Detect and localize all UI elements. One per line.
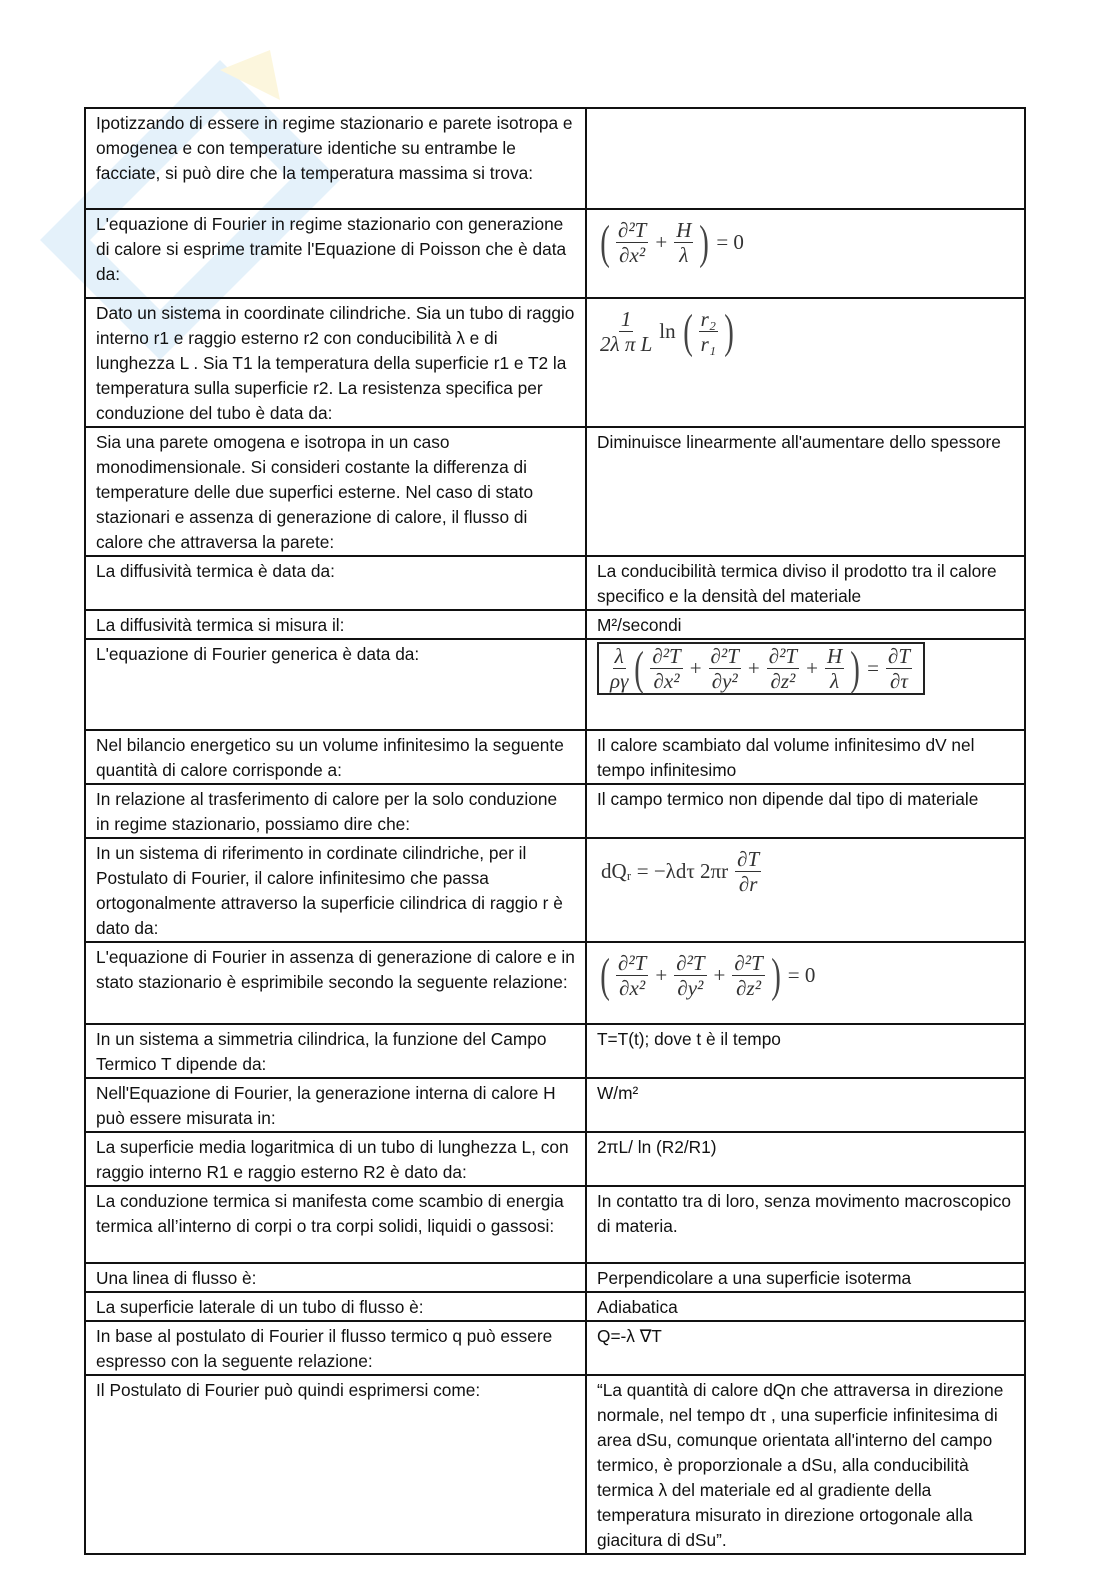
formula-term: = 0 <box>787 963 816 987</box>
answer-cell: Il campo termico non dipende dal tipo di materiale <box>586 784 1025 838</box>
answer-cell <box>586 639 1025 730</box>
fraction <box>709 644 741 693</box>
answer-cell <box>586 298 1025 427</box>
table-row <box>85 639 1025 730</box>
formula-term: + <box>806 656 818 680</box>
answer-cell: T=T(t); dove t è il tempo <box>586 1024 1025 1078</box>
answer-cell <box>586 942 1025 1024</box>
numerator: ∂²T <box>768 644 798 668</box>
table-row <box>85 1375 1025 1554</box>
answer-cell: Q=-λ ∇T <box>586 1321 1025 1375</box>
fraction <box>616 951 648 1000</box>
question-cell: Una linea di flusso è: <box>85 1263 586 1292</box>
fraction <box>699 307 718 356</box>
answer-cell: La conducibilità termica diviso il prodotto tra il calore specifico e la densità del materiale <box>586 556 1025 610</box>
formula <box>597 841 764 896</box>
parenthesis: ( <box>682 304 693 358</box>
formula-term: + <box>747 656 760 680</box>
denominator: ργ <box>610 669 629 693</box>
numerator: 1 <box>620 307 632 331</box>
fraction <box>616 218 648 267</box>
parenthesis: ( <box>634 641 645 695</box>
table-row <box>85 298 1025 427</box>
formula-term: dQᵣ = −λdτ 2πr <box>601 859 729 883</box>
denominator: ∂y² <box>677 976 704 1000</box>
table-row <box>85 1078 1025 1132</box>
denominator: ∂r <box>738 872 758 896</box>
numerator: ∂T <box>887 644 911 668</box>
numerator: ∂²T <box>617 218 647 242</box>
table-row <box>85 209 1025 298</box>
question-cell: La conduzione termica si manifesta come scambio di energia termica all’interno di corpi o tra corpi solidi, liquidi o gassosi: <box>85 1186 586 1263</box>
question-cell: La diffusività termica si misura il: <box>85 610 586 639</box>
table-row <box>85 427 1025 556</box>
fraction <box>650 644 682 693</box>
question-cell: Sia una parete omogena e isotropa in un caso monodimensionale. Si consideri costante la differenza di temperature delle due superfici esterne. Nel caso di stato stazionari e assenza di generazione di calore, il flusso di calore che attraversa la parete: <box>85 427 586 556</box>
question-cell: In relazione al trasferimento di calore per la solo conduzione in regime stazionario, possiamo dire che: <box>85 784 586 838</box>
numerator: ∂²T <box>676 951 705 975</box>
table-row <box>85 838 1025 942</box>
parenthesis: ) <box>850 641 860 695</box>
table-row <box>85 556 1025 610</box>
table-row <box>85 942 1025 1024</box>
fraction <box>735 847 761 896</box>
question-cell: Il Postulato di Fourier può quindi esprimersi come: <box>85 1375 586 1554</box>
fraction <box>825 644 844 693</box>
answer-cell: Il calore scambiato dal volume infinitesimo dV nel tempo infinitesimo <box>586 730 1025 784</box>
denominator: ∂τ <box>890 669 908 693</box>
parenthesis: ( <box>600 215 610 269</box>
formula-term: + <box>655 963 668 987</box>
denominator: ∂z² <box>770 669 796 693</box>
denominator: ∂x² <box>653 669 680 693</box>
question-cell: In un sistema di riferimento in cordinate cilindriche, per il Postulato di Fourier, il calore infinitesimo che passa ortogonalmente attraverso la superficie cilindrica di raggio r è dato da: <box>85 838 586 942</box>
table-row <box>85 610 1025 639</box>
table-row <box>85 1321 1025 1375</box>
question-cell: Dato un sistema in coordinate cilindriche. Sia un tubo di raggio interno r1 e raggio esterno r2 con conducibilità λ e di lunghezza L . Sia T1 la temperatura della superficie r1 e T2 la temperatura sulla superficie r2. La resistenza specifica per conduzione del tubo è data da: <box>85 298 586 427</box>
numerator: ∂²T <box>734 951 763 975</box>
parenthesis: ) <box>770 948 781 1002</box>
numerator: ∂²T <box>617 951 647 975</box>
table-row <box>85 1292 1025 1321</box>
answer-cell: Adiabatica <box>586 1292 1025 1321</box>
question-cell: Nel bilancio energetico su un volume infinitesimo la seguente quantità di calore corrisponde a: <box>85 730 586 784</box>
formula <box>597 301 737 356</box>
question-cell: La diffusività termica è data da: <box>85 556 586 610</box>
question-cell: La superficie media logaritmica di un tubo di lunghezza L, con raggio interno R1 e raggio esterno R2 è dato da: <box>85 1132 586 1186</box>
table-row <box>85 730 1025 784</box>
question-cell: Ipotizzando di essere in regime stazionario e parete isotropa e omogenea e con temperature identiche su entrambe le facciate, si può dire che la temperatura massima si trova: <box>85 108 586 209</box>
parenthesis: ) <box>724 304 734 358</box>
answer-cell: W/m² <box>586 1078 1025 1132</box>
table-row <box>85 1263 1025 1292</box>
numerator: H <box>826 644 843 668</box>
formula-term: = 0 <box>716 230 744 254</box>
question-cell: Nell'Equazione di Fourier, la generazione interna di calore H può essere misurata in: <box>85 1078 586 1132</box>
formula <box>597 642 925 695</box>
qa-table <box>84 107 1026 1555</box>
table-row <box>85 1186 1025 1263</box>
fraction <box>767 644 799 693</box>
question-cell: La superficie laterale di un tubo di flusso è: <box>85 1292 586 1321</box>
numerator: ∂T <box>737 847 760 871</box>
fraction <box>886 644 912 693</box>
numerator: λ <box>614 644 624 668</box>
numerator: ∂²T <box>652 644 681 668</box>
answer-cell <box>586 108 1025 209</box>
formula-term: + <box>655 230 668 254</box>
question-cell: L'equazione di Fourier in assenza di generazione di calore e in stato stazionario è esprimibile secondo la seguente relazione: <box>85 942 586 1024</box>
denominator: r₁ <box>700 332 717 356</box>
question-cell: L'equazione di Fourier generica è data da: <box>85 639 586 730</box>
fraction <box>610 644 628 693</box>
numerator: ∂²T <box>710 644 739 668</box>
answer-cell: 2πL/ ln (R2/R1) <box>586 1132 1025 1186</box>
table-row <box>85 1132 1025 1186</box>
table-row <box>85 1024 1025 1078</box>
denominator: λ <box>679 243 689 267</box>
formula-term: = <box>867 656 879 680</box>
parenthesis: ) <box>699 215 710 269</box>
answer-cell: M²/secondi <box>586 610 1025 639</box>
denominator: 2λ π L <box>600 332 653 356</box>
table-row <box>85 108 1025 209</box>
table-row <box>85 784 1025 838</box>
denominator: ∂y² <box>711 669 738 693</box>
answer-cell: In contatto tra di loro, senza movimento macroscopico di materia. <box>586 1186 1025 1263</box>
answer-cell: Perpendicolare a una superficie isoterma <box>586 1263 1025 1292</box>
parenthesis: ( <box>600 948 610 1002</box>
denominator: λ <box>829 669 840 693</box>
answer-cell <box>586 209 1025 298</box>
question-cell: In un sistema a simmetria cilindrica, la funzione del Campo Termico T dipende da: <box>85 1024 586 1078</box>
denominator: ∂x² <box>619 243 646 267</box>
question-cell: In base al postulato di Fourier il flusso termico q può essere espresso con la seguente relazione: <box>85 1321 586 1375</box>
fraction <box>674 951 706 1000</box>
formula <box>597 945 819 1000</box>
fraction <box>600 307 652 356</box>
answer-cell <box>586 838 1025 942</box>
formula-term: ln <box>659 319 676 343</box>
question-cell: L'equazione di Fourier in regime stazionario con generazione di calore si esprime tramite l'Equazione di Poisson che è data da: <box>85 209 586 298</box>
fraction <box>674 218 693 267</box>
formula <box>597 212 748 267</box>
denominator: ∂z² <box>736 976 761 1000</box>
fraction <box>732 951 764 1000</box>
denominator: ∂x² <box>619 976 646 1000</box>
answer-cell: “La quantità di calore dQn che attraversa in direzione normale, nel tempo dτ , una superficie infinitesima di area dSu, comunque orientata all'interno del campo termico, è proporzionale a dSu, alla conducibilità termica λ del materiale ed al gradiente della temperatura misurato in direzione ortogonale alla giacitura di dSu”. <box>586 1375 1025 1554</box>
formula-term: + <box>689 656 702 680</box>
numerator: r₂ <box>700 307 717 331</box>
numerator: H <box>676 218 692 242</box>
answer-cell: Diminuisce linearmente all'aumentare dello spessore <box>586 427 1025 556</box>
formula-term: + <box>713 963 726 987</box>
